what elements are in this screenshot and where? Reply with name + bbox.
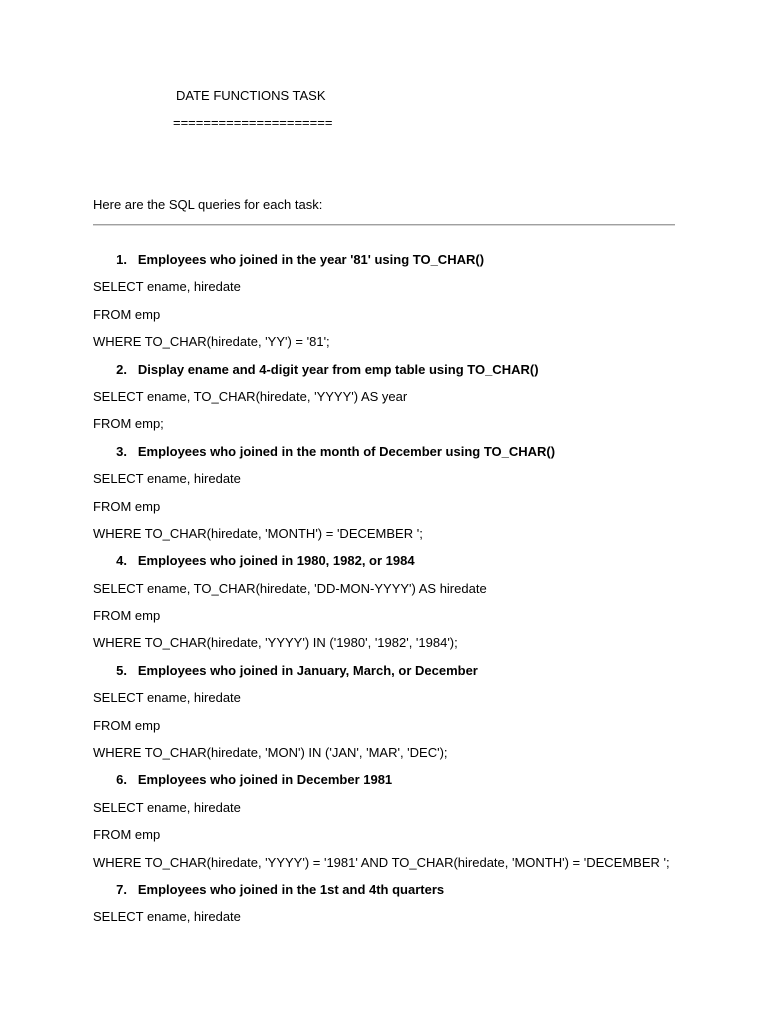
task-number: 2. [116,361,127,377]
task-heading [93,362,733,389]
task-heading-text: Employees who joined in January, March, or December [137,662,478,678]
task-number: 5. [116,662,127,678]
task-heading [93,663,733,690]
code-line: SELECT ename, TO_CHAR(hiredate, 'DD-MON-YYYY') AS hiredate [93,580,487,596]
code-line: WHERE TO_CHAR(hiredate, 'YYYY') IN ('1980', '1982', '1984'); [93,635,458,651]
code-line: SELECT ename, hiredate [93,471,241,487]
task-heading-text: Employees who joined in the 1st and 4th quarters [137,881,445,897]
code-line: FROM emp [93,608,161,624]
task-heading [93,252,733,279]
intro-text: Here are the SQL queries for each task: [93,197,323,212]
code-line: FROM emp; [93,416,164,432]
task-number: 3. [116,443,127,459]
task-heading-text: Employees who joined in the month of December using TO_CHAR() [137,443,556,459]
horizontal-rule [93,224,675,226]
task-heading [93,553,733,580]
document-title: DATE FUNCTIONS TASK [176,88,326,103]
task-heading [93,444,733,471]
code-line: WHERE TO_CHAR(hiredate, 'YY') = '81'; [93,334,330,350]
task-list [93,252,733,937]
code-line: SELECT ename, hiredate [93,799,241,815]
task-heading-text: Employees who joined in December 1981 [137,772,393,788]
code-line: SELECT ename, hiredate [93,279,241,295]
code-line: FROM emp [93,498,161,514]
code-line: FROM emp [93,827,161,843]
task-heading [93,882,733,909]
task-number: 1. [116,252,127,267]
code-line: SELECT ename, hiredate [93,909,241,925]
task-heading-text: Employees who joined in 1980, 1982, or 1984 [137,553,415,569]
task-heading-text: Employees who joined in the year '81' using TO_CHAR() [137,252,485,267]
task-number: 4. [116,553,127,569]
task-number: 6. [116,772,127,788]
code-line: FROM emp [93,306,161,322]
task-heading [93,772,733,799]
code-line: WHERE TO_CHAR(hiredate, 'MONTH') = 'DECEMBER '; [93,525,423,541]
code-line: WHERE TO_CHAR(hiredate, 'MON') IN ('JAN', 'MAR', 'DEC'); [93,745,448,761]
code-line: WHERE TO_CHAR(hiredate, 'YYYY') = '1981' AND TO_CHAR(hiredate, 'MONTH') = 'DECEMBER '; [93,854,670,870]
task-number: 7. [116,881,127,897]
code-line: SELECT ename, TO_CHAR(hiredate, 'YYYY') AS year [93,388,408,404]
code-line: FROM emp [93,717,161,733]
task-heading-text: Display ename and 4-digit year from emp table using TO_CHAR() [137,361,539,377]
title-underline: ===================== [173,115,333,130]
code-line: SELECT ename, hiredate [93,690,241,706]
